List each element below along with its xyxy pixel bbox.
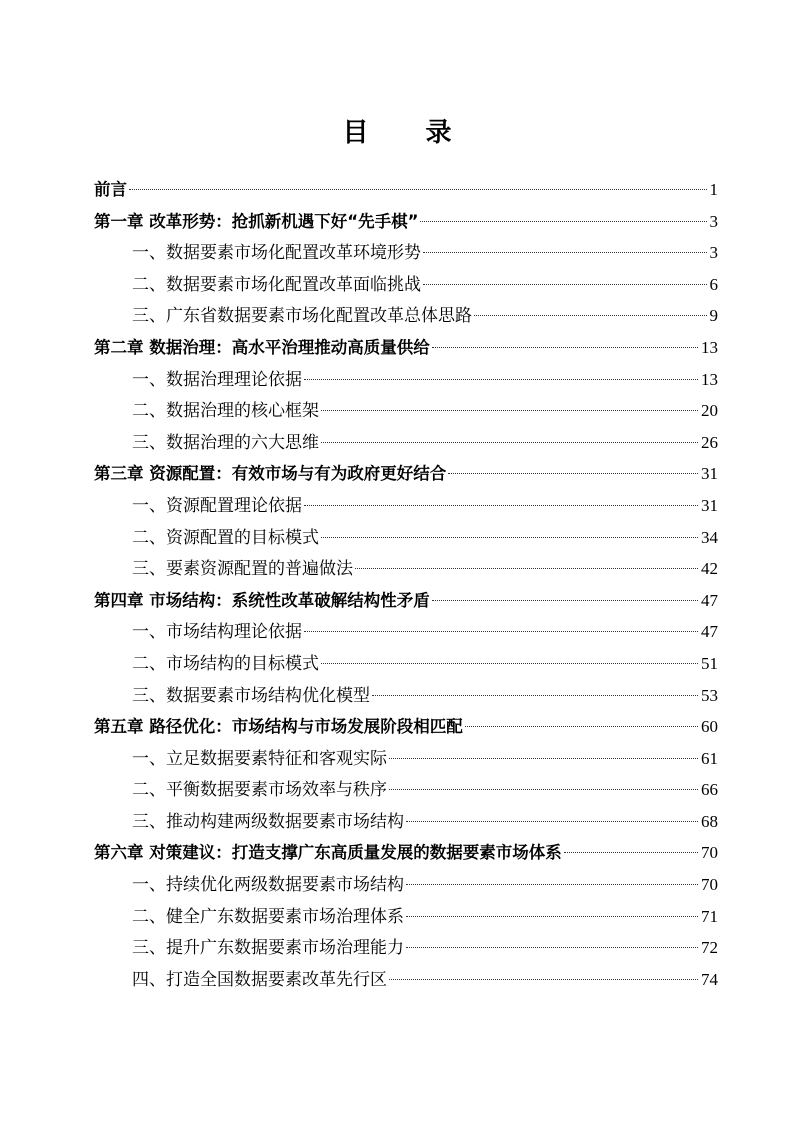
toc-page-number: 68 xyxy=(701,811,718,831)
toc-entry-title: 二、健全广东数据要素市场治理体系 xyxy=(132,906,404,927)
dot-leader xyxy=(304,505,698,506)
toc-page-number: 66 xyxy=(701,780,718,800)
dot-leader xyxy=(564,852,698,853)
toc-section-entry[interactable] xyxy=(94,806,718,838)
dot-leader xyxy=(465,726,698,727)
toc-entry-title: 第一章 改革形势：抢抓新机遇下好“先手棋” xyxy=(94,211,419,231)
toc-section-entry[interactable] xyxy=(94,901,718,933)
toc-page-number: 26 xyxy=(701,432,718,452)
toc-chapter-entry[interactable] xyxy=(94,174,718,206)
dot-leader xyxy=(406,821,698,822)
toc-entry-title: 第二章 数据治理：高水平治理推动高质量供给 xyxy=(94,337,430,357)
toc-entry-title: 第六章 对策建议：打造支撑广东高质量发展的数据要素市场体系 xyxy=(94,843,562,863)
toc-section-entry[interactable] xyxy=(94,427,718,459)
dot-leader xyxy=(355,568,698,569)
toc-chapter-entry[interactable] xyxy=(94,332,718,364)
toc-page-number: 47 xyxy=(701,622,718,642)
dot-leader xyxy=(321,410,698,411)
toc-entry-title: 三、广东省数据要素市场化配置改革总体思路 xyxy=(132,306,472,327)
toc-page-number: 53 xyxy=(701,685,718,705)
toc-entry-title: 二、市场结构的目标模式 xyxy=(132,653,319,674)
toc-entry-title: 第四章 市场结构：系统性改革破解结构性矛盾 xyxy=(94,590,430,610)
toc-entry-title: 第五章 路径优化：市场结构与市场发展阶段相匹配 xyxy=(94,717,463,737)
dot-leader xyxy=(129,189,707,190)
dot-leader xyxy=(432,600,698,601)
toc-entry-title: 三、要素资源配置的普遍做法 xyxy=(132,559,353,580)
toc-entry-title: 第三章 资源配置：有效市场与有为政府更好结合 xyxy=(94,464,447,484)
toc-page-number: 47 xyxy=(701,590,718,610)
dot-leader xyxy=(423,252,707,253)
toc-entry-title: 三、推动构建两级数据要素市场结构 xyxy=(132,811,404,832)
dot-leader xyxy=(406,884,698,885)
dot-leader xyxy=(321,442,698,443)
toc-section-entry[interactable] xyxy=(94,522,718,554)
toc-entry-title: 二、数据要素市场化配置改革面临挑战 xyxy=(132,274,421,295)
dot-leader xyxy=(423,284,707,285)
toc-section-entry[interactable] xyxy=(94,932,718,964)
dot-leader xyxy=(321,537,698,538)
toc-chapter-entry[interactable] xyxy=(94,206,718,238)
toc-entry-title: 一、数据要素市场化配置改革环境形势 xyxy=(132,243,421,264)
toc-chapter-entry[interactable] xyxy=(94,458,718,490)
toc-page-number: 60 xyxy=(701,717,718,737)
toc-page-number: 3 xyxy=(709,211,718,231)
toc-entry-title: 二、平衡数据要素市场效率与秩序 xyxy=(132,780,387,801)
toc-section-entry[interactable] xyxy=(94,395,718,427)
toc-section-entry[interactable] xyxy=(94,300,718,332)
dot-leader xyxy=(372,695,698,696)
toc-section-entry[interactable] xyxy=(94,680,718,712)
dot-leader xyxy=(321,663,698,664)
toc-chapter-entry[interactable] xyxy=(94,585,718,617)
toc-page-number: 70 xyxy=(701,843,718,863)
toc-entry-title: 一、数据治理理论依据 xyxy=(132,369,302,390)
dot-leader xyxy=(474,315,707,316)
toc-entry-title: 三、数据治理的六大思维 xyxy=(132,432,319,453)
toc-page-number: 42 xyxy=(701,559,718,579)
toc-section-entry[interactable] xyxy=(94,648,718,680)
toc-page-number: 70 xyxy=(701,875,718,895)
dot-leader xyxy=(389,979,698,980)
toc-page-number: 34 xyxy=(701,527,718,547)
toc-entry-title: 二、资源配置的目标模式 xyxy=(132,527,319,548)
page-title: 目 录 xyxy=(342,118,476,148)
toc-entry-title: 三、提升广东数据要素市场治理能力 xyxy=(132,938,404,959)
dot-leader xyxy=(448,473,698,474)
dot-leader xyxy=(389,758,698,759)
toc-page-number: 31 xyxy=(701,495,718,515)
dot-leader xyxy=(304,631,698,632)
dot-leader xyxy=(420,221,706,222)
toc-section-entry[interactable] xyxy=(94,364,718,396)
toc-page-number: 74 xyxy=(701,969,718,989)
dot-leader xyxy=(432,347,698,348)
toc-page-number: 72 xyxy=(701,938,718,958)
toc-entry-title: 二、数据治理的核心框架 xyxy=(132,401,319,422)
dot-leader xyxy=(406,916,698,917)
toc-section-entry[interactable] xyxy=(94,490,718,522)
toc-section-entry[interactable] xyxy=(94,869,718,901)
toc-section-entry[interactable] xyxy=(94,964,718,996)
toc-page-number: 51 xyxy=(701,653,718,673)
toc-section-entry[interactable] xyxy=(94,774,718,806)
toc-entry-title: 前言 xyxy=(94,180,127,199)
toc-section-entry[interactable] xyxy=(94,743,718,775)
toc-entry-title: 四、打造全国数据要素改革先行区 xyxy=(132,969,387,990)
toc-entry-title: 一、持续优化两级数据要素市场结构 xyxy=(132,875,404,896)
toc-entry-title: 一、立足数据要素特征和客观实际 xyxy=(132,748,387,769)
toc-page-number: 31 xyxy=(701,464,718,484)
table-of-contents xyxy=(94,174,718,995)
toc-entry-title: 三、数据要素市场结构优化模型 xyxy=(132,685,370,706)
dot-leader xyxy=(389,789,698,790)
toc-section-entry[interactable] xyxy=(94,237,718,269)
toc-page-number: 6 xyxy=(709,274,718,294)
toc-page-number: 71 xyxy=(701,906,718,926)
toc-entry-title: 一、资源配置理论依据 xyxy=(132,495,302,516)
toc-page-number: 1 xyxy=(709,180,718,199)
toc-section-entry[interactable] xyxy=(94,269,718,301)
toc-chapter-entry[interactable] xyxy=(94,837,718,869)
toc-page-number: 13 xyxy=(701,369,718,389)
toc-page-number: 3 xyxy=(709,243,718,263)
toc-page-number: 20 xyxy=(701,401,718,421)
toc-chapter-entry[interactable] xyxy=(94,711,718,743)
toc-page-number: 13 xyxy=(701,337,718,357)
toc-page-number: 9 xyxy=(709,306,718,326)
toc-section-entry[interactable] xyxy=(94,616,718,648)
toc-section-entry[interactable] xyxy=(94,553,718,585)
dot-leader xyxy=(304,379,698,380)
toc-page-number: 61 xyxy=(701,748,718,768)
toc-entry-title: 一、市场结构理论依据 xyxy=(132,622,302,643)
dot-leader xyxy=(406,947,698,948)
